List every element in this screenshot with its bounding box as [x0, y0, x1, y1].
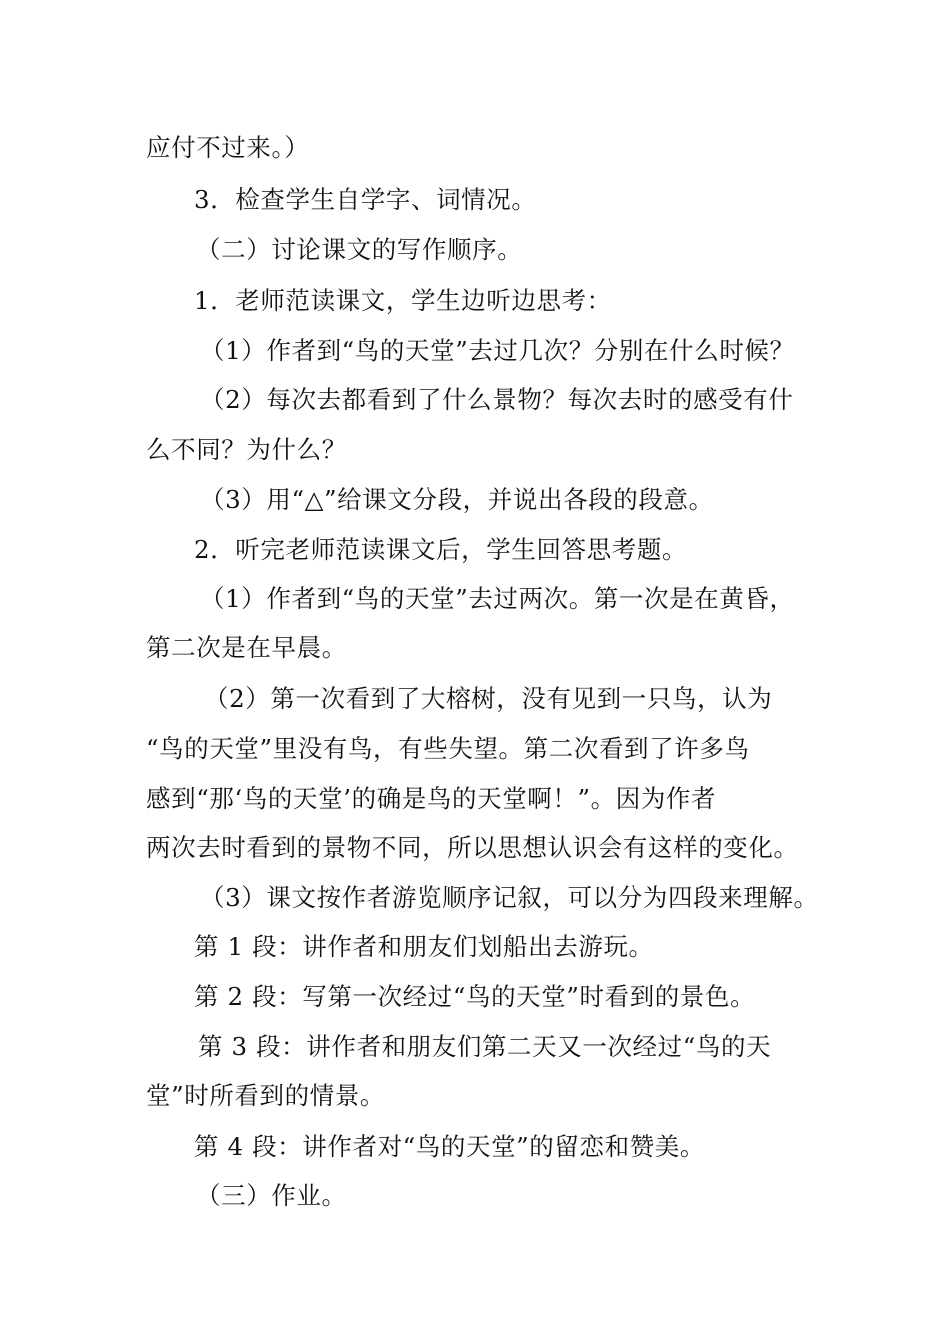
text-line: （1）作者到“鸟的天堂”去过几次？分别在什么时候？: [200, 336, 795, 365]
text-line: 第 4 段：讲作者对“鸟的天堂”的留恋和赞美。: [194, 1132, 706, 1161]
text-line: 两次去时看到的景物不同，所以思想认识会有这样的变化。: [146, 833, 799, 862]
text-line: 么不同？为什么？: [146, 435, 347, 464]
text-line: 1．老师范读课文，学生边听边思考：: [194, 286, 612, 315]
text-line: “鸟的天堂”里没有鸟，有些失望。第二次看到了许多鸟: [146, 734, 750, 763]
text-line: 3．检查学生自学字、词情况。: [194, 185, 537, 214]
section-heading: （三）作业。: [196, 1181, 347, 1210]
text-line: 堂”时所看到的情景。: [146, 1081, 386, 1110]
text-line: 第 3 段：讲作者和朋友们第二天又一次经过“鸟的天: [198, 1032, 772, 1061]
text-line: 第 2 段：写第一次经过“鸟的天堂”时看到的景色。: [194, 982, 756, 1011]
text-line: 2．听完老师范读课文后，学生回答思考题。: [194, 535, 688, 564]
text-line: 感到“那‘鸟的天堂’的确是鸟的天堂啊！”。因为作者: [146, 784, 717, 813]
text-line: 第二次是在早晨。: [146, 633, 347, 662]
text-line: 应付不过来。）: [146, 133, 310, 162]
section-heading: （二）讨论课文的写作顺序。: [196, 235, 523, 264]
text-line: （3）用“△”给课文分段，并说出各段的段意。: [200, 485, 714, 514]
text-line: （1）作者到“鸟的天堂”去过两次。第一次是在黄昏，: [200, 584, 795, 613]
text-line: 第 1 段：讲作者和朋友们划船出去游玩。: [194, 932, 654, 961]
text-line: （3）课文按作者游览顺序记叙，可以分为四段来理解。: [200, 883, 819, 912]
text-line: （2）每次去都看到了什么景物？每次去时的感受有什: [200, 385, 794, 414]
text-line: （2）第一次看到了大榕树，没有见到一只鸟，认为: [204, 684, 773, 713]
